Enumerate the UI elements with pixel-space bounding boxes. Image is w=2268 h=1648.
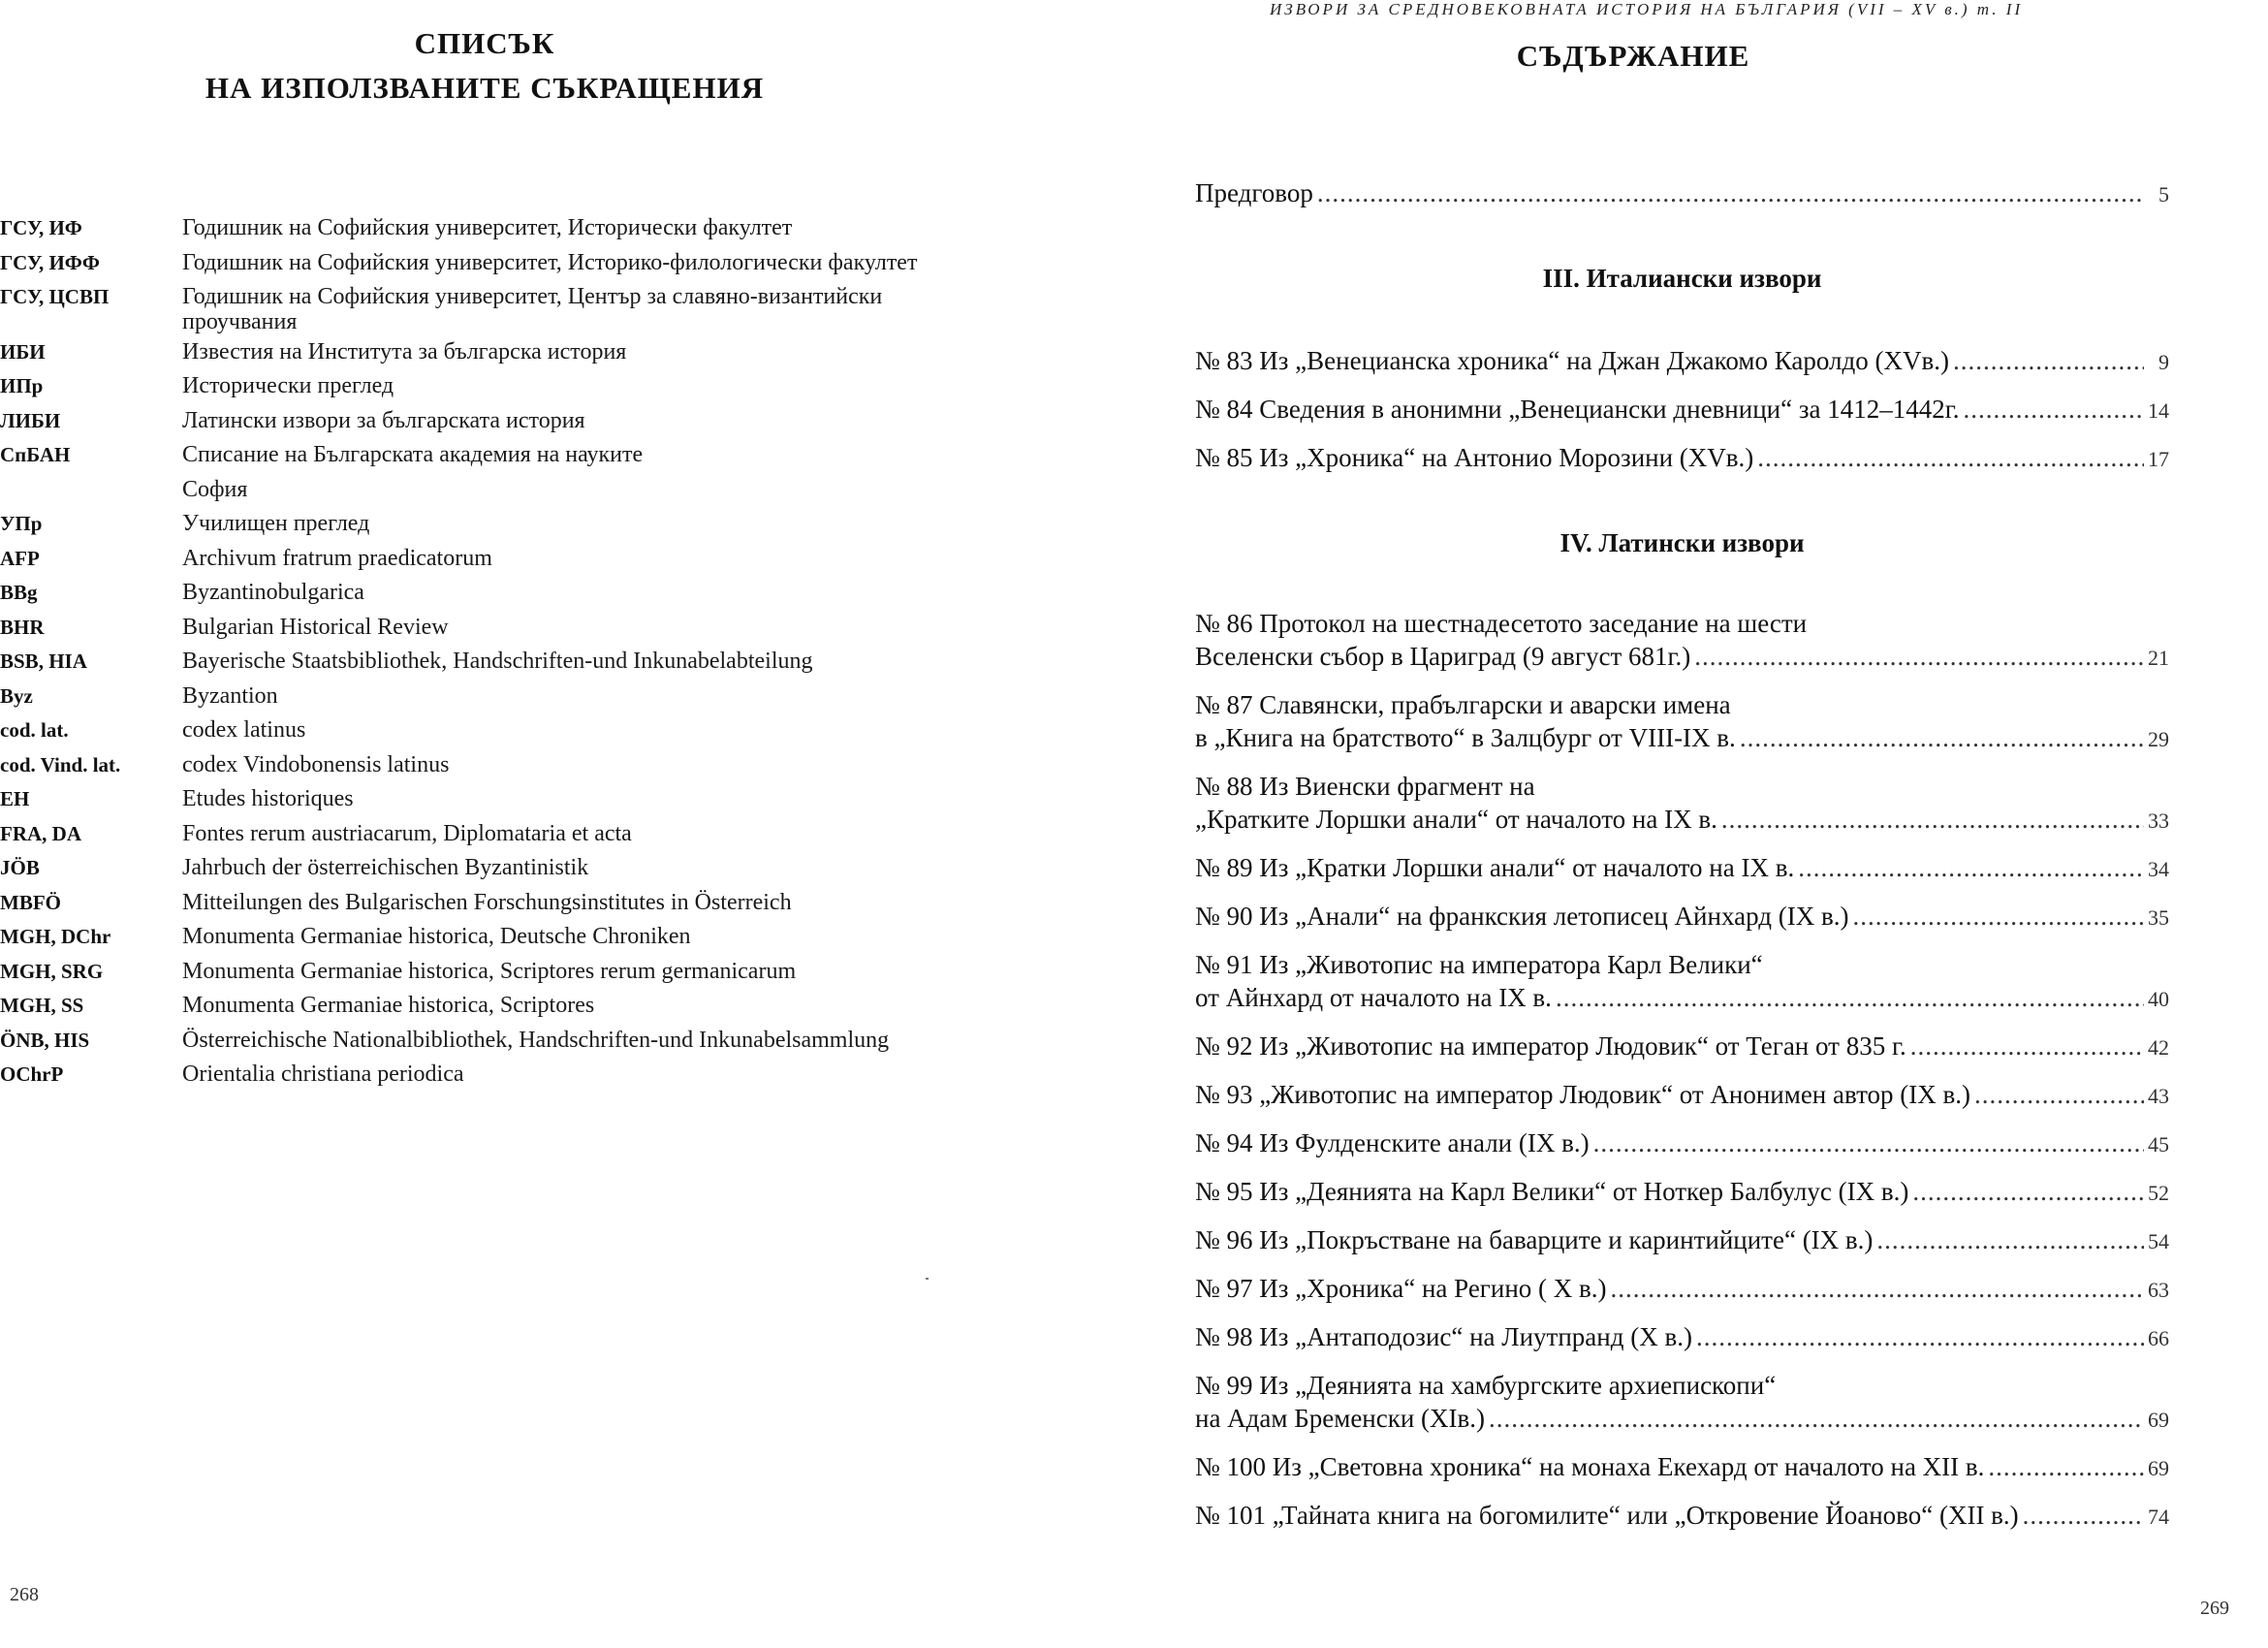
abbreviation-definition-text: Fontes rerum austriacarum, Diplomataria et acta — [182, 820, 632, 846]
toc-page-number: 21 — [2148, 646, 2169, 670]
abbreviation-definition — [182, 713, 1086, 746]
abbreviation-definition-text: Исторически преглед — [182, 373, 394, 398]
toc-entry-text: Предговор — [1195, 178, 1313, 207]
toc-entry-text: № 88 Из Виенски фрагмент на — [1195, 772, 1535, 801]
abbreviation-term: ÖNB, HIS — [0, 1028, 90, 1052]
toc-page-number: 74 — [2148, 1505, 2169, 1529]
abbreviation-term: JÖB — [0, 856, 40, 879]
toc-entry — [1195, 1078, 2169, 1113]
dot-leader — [1910, 1030, 2144, 1062]
abbreviation-definition-text: Monumenta Germaniae historica, Deutsche Chroniken — [182, 924, 691, 949]
toc-entry-text: № 90 Из „Анали“ на франкския летописец Айнхард (IX в.) — [1195, 902, 1849, 931]
abbreviation-definition-text: Österreichische Nationalbibliothek, Handschriften-und Inkunabelsammlung — [182, 1027, 890, 1053]
toc-entry-text: № 93 „Животопис на император Людовик“ от Анонимен автор (IX в.) — [1195, 1080, 1970, 1109]
abbreviation-term: ЛИБИ — [0, 408, 61, 432]
toc-entry-text: № 91 Из „Животопис на императора Карл Велики“ — [1195, 950, 1763, 979]
abbreviation-term: MGH, DChr — [0, 925, 111, 948]
dot-leader — [2023, 1499, 2144, 1532]
dot-leader — [1876, 1223, 2144, 1256]
toc-entry-text: Вселенски събор в Цариград (9 август 681г.) — [1195, 642, 1691, 671]
abbreviation-term: AFP — [0, 546, 40, 570]
abbreviation-definition — [182, 335, 1086, 368]
toc-page-number: 33 — [2148, 808, 2169, 833]
abbreviation-term: OChrP — [0, 1062, 64, 1086]
toc-page-number: 69 — [2148, 1456, 2169, 1480]
abbreviation-definition — [182, 576, 1086, 609]
toc-entry-text: № 97 Из „Хроника“ на Регино ( X в.) — [1195, 1274, 1607, 1303]
abbreviation-row — [0, 920, 1086, 953]
abbreviation-row — [0, 542, 1086, 575]
abbreviation-row — [0, 1024, 1086, 1057]
abbreviation-term: BHR — [0, 615, 45, 639]
toc-entry — [1195, 948, 2169, 1016]
running-head: ИЗВОРИ ЗА СРЕДНОВЕКОВНАТА ИСТОРИЯ НА БЪЛГАРИЯ (VII – XV в.) т. II — [1270, 0, 2024, 18]
toc-entry-text: № 89 Из „Кратки Лоршки анали“ от началото на IX в. — [1195, 853, 1795, 882]
abbreviation-definition-text: Etudes historiques — [182, 786, 354, 811]
dot-leader — [1317, 176, 2144, 209]
dot-leader — [1988, 1450, 2144, 1483]
abbreviation-term — [0, 473, 182, 506]
toc-entry — [1195, 1126, 2169, 1161]
toc-page-number: 54 — [2148, 1229, 2169, 1253]
toc-page-number: 5 — [2158, 182, 2169, 206]
abbreviation-definition — [182, 542, 1086, 575]
abbreviation-definition — [182, 280, 1086, 333]
contents-title: СЪДЪРЖАНИЕ — [1516, 39, 1750, 73]
abbreviation-term: ГСУ, ИФФ — [0, 250, 100, 274]
abbreviation-term: cod. lat. — [0, 718, 69, 742]
abbreviation-definition-text: Известия на Института за българска история — [182, 338, 627, 364]
abbreviation-term: MBFÖ — [0, 890, 61, 914]
toc-section-heading: III. Италиански извори — [1542, 264, 1822, 293]
toc-entry — [1195, 1030, 2169, 1064]
dot-leader — [1852, 900, 2144, 933]
abbreviation-definition — [182, 955, 1086, 988]
toc-page-number: 69 — [2148, 1408, 2169, 1432]
abbreviation-row — [0, 955, 1086, 988]
toc-entry-text: № 95 Из „Деянията на Карл Велики“ от Ноткер Балбулус (IX в.) — [1195, 1177, 1909, 1206]
abbreviation-row — [0, 404, 1086, 437]
abbreviation-definition-text: Byzantion — [182, 682, 278, 709]
toc-entry — [1195, 1369, 2169, 1437]
dot-leader — [1964, 393, 2144, 426]
dot-leader — [1912, 1175, 2144, 1208]
dot-leader — [1757, 441, 2144, 474]
abbreviation-row — [0, 576, 1086, 609]
dot-leader — [1556, 981, 2144, 1014]
toc-page-number: 43 — [2148, 1084, 2169, 1108]
toc-entry-text: от Айнхард от началото на IX в. — [1195, 983, 1552, 1012]
abbreviation-definition-text: Jahrbuch der österreichischen Byzantinistik — [182, 855, 589, 880]
abbreviation-definition — [182, 211, 1086, 244]
abbreviation-definition — [182, 369, 1086, 402]
toc-entry — [1195, 900, 2169, 935]
toc-entry-text: № 83 Из „Венецианска хроника“ на Джан Джакомо Каролдо (XVв.) — [1195, 346, 1949, 375]
toc-entry — [1195, 1499, 2169, 1534]
abbreviation-definition — [182, 438, 1086, 471]
abbreviation-definition-text: Годишник на Софийския университет, Център за славяно-византийски — [182, 284, 883, 309]
left-page-number: 268 — [10, 1584, 39, 1605]
abbreviation-definition — [182, 886, 1086, 919]
abbreviation-row — [0, 680, 1086, 713]
toc-page-number: 9 — [2158, 350, 2169, 374]
toc-entry — [1195, 851, 2169, 886]
abbreviation-definition — [182, 507, 1086, 540]
abbreviation-term: MGH, SRG — [0, 959, 104, 983]
dot-leader — [1740, 721, 2144, 754]
dot-leader — [1798, 851, 2144, 884]
abbreviation-definition-continued: проучвания — [182, 309, 298, 334]
abbreviation-term: cod. Vind. lat. — [0, 752, 121, 776]
toc-section-heading: IV. Латински извори — [1559, 528, 1805, 557]
dot-leader — [1489, 1402, 2144, 1435]
abbreviation-row — [0, 280, 1086, 333]
abbreviation-definition-text: codex Vindobonensis latinus — [182, 751, 450, 777]
dot-leader — [1721, 803, 2144, 836]
toc-entry-text: № 84 Сведения в анонимни „Венециански дневници“ за 1412–1442г. — [1195, 395, 1960, 424]
toc-page-number: 29 — [2148, 727, 2169, 751]
toc-entry-text: № 101 „Тайната книга на богомилите“ или „Откровение Йоаново“ (XII в.) — [1195, 1501, 2019, 1530]
toc-entry — [1195, 176, 2169, 211]
abbreviation-term: СпБАН — [0, 443, 71, 466]
toc-entry-text: № 92 Из „Животопис на император Людовик“ от Теган от 835 г. — [1195, 1031, 1906, 1061]
abbreviation-definition — [182, 851, 1086, 884]
toc-entry — [1195, 607, 2169, 675]
abbreviation-definition — [182, 473, 1086, 506]
abbreviation-row — [0, 211, 1086, 244]
toc-entry — [1195, 1175, 2169, 1210]
toc-page-number: 45 — [2148, 1132, 2169, 1157]
abbreviation-row — [0, 335, 1086, 368]
abbreviation-row — [0, 611, 1086, 644]
abbreviation-definition — [182, 1058, 1086, 1091]
abbreviation-definition-text: Училищен преглед — [182, 511, 370, 536]
abbreviation-term: ИБИ — [0, 339, 46, 364]
abbreviations-title — [145, 21, 824, 111]
abbreviation-definition-text: Годишник на Софийския университет, Историко-филологически факултет — [182, 249, 918, 275]
toc-entry-text: № 86 Протокол на шестнадесетото заседание на шести — [1195, 609, 1808, 638]
abbreviation-term: MGH, SS — [0, 994, 84, 1017]
abbreviation-row — [0, 246, 1086, 279]
toc-entry — [1195, 393, 2169, 428]
abbreviation-definition-text: Bulgarian Historical Review — [182, 614, 449, 640]
toc-page-number: 52 — [2148, 1181, 2169, 1205]
abbreviation-term: BBg — [0, 581, 38, 604]
abbreviation-definition-text: Byzantinobulgarica — [182, 580, 364, 605]
abbreviation-definition — [182, 680, 1086, 713]
abbreviation-row — [0, 438, 1086, 471]
toc-page-number: 35 — [2148, 905, 2169, 930]
abbreviation-row — [0, 645, 1086, 678]
right-page — [1134, 0, 2268, 1648]
toc-entry-text: № 99 Из „Деянията на хамбургските архиепископи“ — [1195, 1371, 1777, 1400]
dot-leader — [1696, 1320, 2144, 1353]
abbreviation-definition — [182, 989, 1086, 1022]
right-page-number: 269 — [2200, 1598, 2229, 1619]
abbreviations-title-line1: СПИСЪК — [414, 26, 555, 60]
toc-entry-text: в „Книга на братството“ в Залцбург от VIII-IX в. — [1195, 723, 1736, 752]
abbreviation-definition-text: Archivum fratrum praedicatorum — [182, 545, 492, 571]
abbreviation-row — [0, 748, 1086, 781]
abbreviation-row — [0, 989, 1086, 1022]
abbreviation-term: УПр — [0, 512, 43, 535]
toc-entry — [1195, 770, 2169, 838]
dot-leader — [1974, 1078, 2144, 1111]
toc-page-number: 34 — [2148, 857, 2169, 881]
abbreviations-title-line2: НА ИЗПОЛЗВАНИТЕ СЪКРАЩЕНИЯ — [205, 71, 765, 105]
toc-page-number: 40 — [2148, 987, 2169, 1011]
abbreviation-definition-text: codex latinus — [182, 717, 306, 743]
scan-speck — [926, 1278, 929, 1280]
toc-entry — [1195, 1223, 2169, 1258]
abbreviation-definition — [182, 611, 1086, 644]
abbreviation-row — [0, 369, 1086, 402]
toc-entry-text: № 96 Из „Покръстване на баварците и каринтийците“ (IX в.) — [1195, 1225, 1874, 1254]
toc-entry — [1195, 688, 2169, 756]
abbreviation-definition-text: Monumenta Germaniae historica, Scriptores rerum germanicarum — [182, 958, 797, 984]
toc-page-number: 66 — [2148, 1326, 2169, 1350]
toc-entry-text: № 98 Из „Антаподозис“ на Лиутпранд (X в.) — [1195, 1322, 1692, 1351]
abbreviation-term: EH — [0, 787, 30, 810]
toc-page-number: 14 — [2148, 398, 2169, 423]
toc-entry-text: „Кратките Лоршки анали“ от началото на IX в. — [1195, 805, 1717, 834]
abbreviation-term: FRA, DA — [0, 821, 81, 845]
abbreviation-definition — [182, 404, 1086, 437]
abbreviation-term: BSB, HIA — [0, 650, 87, 673]
dot-leader — [1953, 344, 2144, 377]
toc-entry — [1195, 1450, 2169, 1485]
abbreviation-term: ГСУ, ИФ — [0, 216, 82, 239]
abbreviation-definition-text: Monumenta Germaniae historica, Scriptores — [182, 993, 595, 1018]
toc-page-number: 17 — [2148, 447, 2169, 471]
abbreviation-row — [0, 507, 1086, 540]
abbreviation-definition — [182, 817, 1086, 850]
abbreviation-definition-text: Orientalia christiana periodica — [182, 1062, 464, 1087]
abbreviation-definition-text: Списание на Българската академия на науките — [182, 442, 644, 467]
toc-entry — [1195, 344, 2169, 379]
abbreviation-definition — [182, 748, 1086, 781]
toc-entry-text: № 87 Славянски, прабългарски и аварски имена — [1195, 690, 1731, 719]
abbreviation-row — [0, 886, 1086, 919]
abbreviation-row — [0, 1058, 1086, 1091]
abbreviation-term: ИПр — [0, 374, 44, 397]
abbreviation-term: ГСУ, ЦСВП — [0, 285, 110, 308]
abbreviation-definition — [182, 920, 1086, 953]
abbreviation-definition — [182, 782, 1086, 815]
abbreviation-definition-text: Bayerische Staatsbibliothek, Handschriften-und Inkunabelabteilung — [182, 649, 813, 674]
dot-leader — [1593, 1126, 2144, 1159]
abbreviation-definition-text: Mitteilungen des Bulgarischen Forschungsinstitutes in Österreich — [182, 889, 792, 915]
abbreviation-row — [0, 817, 1086, 850]
dot-leader — [1694, 640, 2144, 673]
toc-entry-text: № 100 Из „Световна хроника“ на монаха Екехард от началото на XII в. — [1195, 1452, 1985, 1481]
abbreviation-definition — [182, 645, 1086, 678]
toc-page-number: 63 — [2148, 1278, 2169, 1302]
abbreviation-definition — [182, 1024, 1086, 1057]
abbreviations-list — [0, 211, 1086, 1093]
table-of-contents — [1195, 176, 2169, 1534]
toc-page-number: 42 — [2148, 1035, 2169, 1060]
abbreviation-definition-text: Латински извори за българската история — [182, 407, 585, 433]
abbreviation-definition — [182, 246, 1086, 279]
toc-entry-text: на Адам Бременски (XIв.) — [1195, 1404, 1486, 1433]
toc-entry-text: № 85 Из „Хроника“ на Антонио Морозини (XVв.) — [1195, 443, 1754, 472]
abbreviation-term: Byz — [0, 683, 33, 708]
abbreviation-row — [0, 713, 1086, 746]
abbreviation-definition-text: София — [182, 476, 248, 502]
toc-entry-text: № 94 Из Фулденските анали (IX в.) — [1195, 1128, 1590, 1157]
toc-entry — [1195, 1320, 2169, 1355]
toc-entry — [1195, 441, 2169, 476]
toc-entry — [1195, 1272, 2169, 1307]
dot-leader — [1611, 1272, 2144, 1305]
abbreviation-row — [0, 782, 1086, 815]
abbreviation-definition-text: Годишник на Софийския университет, Исторически факултет — [182, 215, 793, 240]
abbreviation-row — [0, 473, 1086, 506]
abbreviation-row — [0, 851, 1086, 884]
